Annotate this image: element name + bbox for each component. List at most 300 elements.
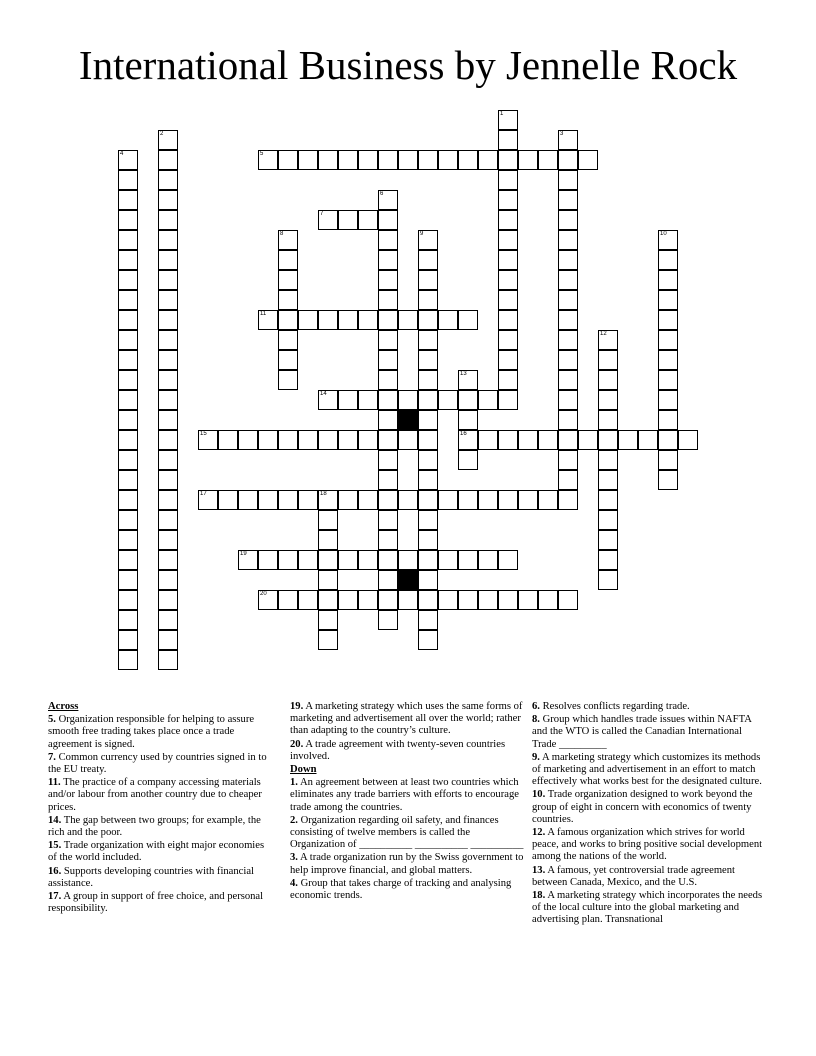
clue-down-2: 2. Organization regarding oil safety, and finances consisting of twelve members is called the Organization of __________ __________ __________ (290, 814, 524, 851)
grid-cell[interactable] (598, 430, 618, 450)
clue-number-label: 2 (160, 131, 164, 137)
clues-column-1 (48, 701, 274, 916)
grid-cell[interactable] (158, 130, 178, 150)
grid-cell[interactable] (438, 390, 458, 410)
grid-cell[interactable] (118, 270, 138, 290)
grid-cell[interactable] (478, 390, 498, 410)
grid-cell[interactable] (478, 550, 498, 570)
grid-cell[interactable] (558, 250, 578, 270)
grid-cell[interactable] (118, 470, 138, 490)
clue-across-20: 20. A trade agreement with twenty-seven countries involved. (290, 738, 506, 762)
clue-number-label: 14 (320, 391, 327, 397)
grid-cell[interactable] (318, 210, 338, 230)
grid-cell[interactable] (458, 310, 478, 330)
grid-cell[interactable] (658, 430, 678, 450)
grid-cell[interactable] (298, 550, 318, 570)
grid-cell[interactable] (338, 150, 358, 170)
grid-cell[interactable] (438, 490, 458, 510)
grid-cell[interactable] (498, 170, 518, 190)
grid-cell[interactable] (118, 650, 138, 670)
grid-cell[interactable] (258, 590, 278, 610)
grid-cell[interactable] (538, 490, 558, 510)
grid-cell[interactable] (238, 430, 258, 450)
grid-cell[interactable] (318, 430, 338, 450)
grid-cell[interactable] (398, 590, 418, 610)
grid-cell[interactable] (518, 430, 538, 450)
grid-cell[interactable] (418, 590, 438, 610)
grid-cell[interactable] (158, 570, 178, 590)
grid-cell[interactable] (498, 390, 518, 410)
grid-cell[interactable] (498, 270, 518, 290)
grid-cell[interactable] (498, 370, 518, 390)
grid-cell[interactable] (158, 190, 178, 210)
grid-cell[interactable] (658, 330, 678, 350)
grid-cell[interactable] (418, 330, 438, 350)
grid-cell[interactable] (458, 450, 478, 470)
grid-cell[interactable] (378, 250, 398, 270)
grid-cell[interactable] (378, 390, 398, 410)
grid-cell[interactable] (418, 550, 438, 570)
grid-cell[interactable] (558, 490, 578, 510)
grid-cell[interactable] (418, 530, 438, 550)
grid-cell[interactable] (118, 450, 138, 470)
clue-number-label: 17 (200, 491, 207, 497)
grid-cell[interactable] (558, 170, 578, 190)
grid-cell[interactable] (398, 310, 418, 330)
clue-number-label: 19 (240, 551, 247, 557)
clue-down-1: 1. An agreement between at least two countries which eliminates any trade barriers with efforts to encourage trade among the countries. (290, 777, 519, 813)
grid-cell[interactable] (598, 450, 618, 470)
grid-cell[interactable] (318, 530, 338, 550)
clue-number-label: 6 (380, 191, 384, 197)
grid-cell[interactable] (438, 590, 458, 610)
grid-cell[interactable] (658, 470, 678, 490)
grid-cell[interactable] (498, 250, 518, 270)
clue-number-label: 18 (320, 491, 327, 497)
grid-cell[interactable] (518, 150, 538, 170)
grid-cell[interactable] (378, 510, 398, 530)
grid-cell[interactable] (318, 630, 338, 650)
grid-cell[interactable] (378, 430, 398, 450)
clue-number-label: 12 (600, 331, 607, 337)
grid-cell[interactable] (158, 350, 178, 370)
clue-number-label: 20 (260, 591, 267, 597)
grid-cell[interactable] (498, 350, 518, 370)
clue-number-label: 11 (260, 311, 267, 317)
grid-cell[interactable] (258, 550, 278, 570)
grid-cell[interactable] (258, 310, 278, 330)
grid-cell[interactable] (118, 170, 138, 190)
grid-cell[interactable] (418, 510, 438, 530)
grid-cell[interactable] (318, 310, 338, 330)
grid-cell[interactable] (658, 350, 678, 370)
grid-cell[interactable] (358, 310, 378, 330)
grid-cell[interactable] (398, 550, 418, 570)
grid-cell[interactable] (158, 330, 178, 350)
grid-cell[interactable] (658, 450, 678, 470)
grid-cell[interactable] (118, 630, 138, 650)
grid-cell[interactable] (658, 310, 678, 330)
grid-cell[interactable] (118, 310, 138, 330)
grid-cell[interactable] (318, 590, 338, 610)
grid-cell[interactable] (118, 230, 138, 250)
grid-cell[interactable] (278, 430, 298, 450)
grid-cell[interactable] (418, 450, 438, 470)
clue-number-label: 13 (460, 371, 467, 377)
grid-cell[interactable] (458, 410, 478, 430)
grid-cell[interactable] (378, 230, 398, 250)
grid-cell[interactable] (118, 370, 138, 390)
grid-cell[interactable] (118, 330, 138, 350)
clue-down-9: 9. A marketing strategy which customizes its methods of marketing and advertisement in an effort to match effectively what works best for the designated culture. (532, 751, 762, 788)
grid-cell[interactable] (158, 210, 178, 230)
grid-cell[interactable] (658, 390, 678, 410)
grid-cell[interactable] (378, 330, 398, 350)
grid-cell[interactable] (318, 570, 338, 590)
grid-cell[interactable] (278, 310, 298, 330)
grid-cell[interactable] (118, 610, 138, 630)
grid-cell[interactable] (318, 490, 338, 510)
grid-cell[interactable] (558, 590, 578, 610)
grid-cell[interactable] (658, 250, 678, 270)
grid-cell[interactable] (498, 230, 518, 250)
grid-cell[interactable] (518, 490, 538, 510)
grid-cell[interactable] (118, 570, 138, 590)
grid-cell[interactable] (118, 250, 138, 270)
grid-cell[interactable] (278, 230, 298, 250)
grid-cell[interactable] (598, 510, 618, 530)
grid-cell[interactable] (218, 490, 238, 510)
clue-number-label: 16 (460, 431, 467, 437)
grid-cell[interactable] (538, 590, 558, 610)
grid-cell[interactable] (278, 250, 298, 270)
grid-cell[interactable] (538, 430, 558, 450)
grid-cell[interactable] (238, 550, 258, 570)
grid-cell[interactable] (478, 430, 498, 450)
grid-cell[interactable] (598, 390, 618, 410)
grid-cell[interactable] (198, 430, 218, 450)
grid-cell[interactable] (378, 470, 398, 490)
grid-cell[interactable] (338, 210, 358, 230)
grid-cell[interactable] (158, 290, 178, 310)
grid-cell[interactable] (598, 470, 618, 490)
clue-number-label: 3 (560, 131, 564, 137)
grid-cell[interactable] (558, 410, 578, 430)
grid-cell[interactable] (598, 350, 618, 370)
grid-cell[interactable] (418, 370, 438, 390)
across-heading: Across (48, 701, 79, 712)
grid-cell[interactable] (158, 490, 178, 510)
grid-cell[interactable] (158, 430, 178, 450)
grid-cell[interactable] (218, 430, 238, 450)
grid-cell[interactable] (298, 150, 318, 170)
grid-cell[interactable] (498, 490, 518, 510)
grid-cell[interactable] (158, 250, 178, 270)
grid-cell[interactable] (358, 590, 378, 610)
grid-cell[interactable] (438, 150, 458, 170)
grid-cell[interactable] (658, 370, 678, 390)
grid-cell[interactable] (318, 510, 338, 530)
grid-cell[interactable] (418, 630, 438, 650)
grid-cell[interactable] (458, 590, 478, 610)
grid-cell[interactable] (198, 490, 218, 510)
grid-cell[interactable] (118, 210, 138, 230)
grid-cell[interactable] (278, 550, 298, 570)
grid-cell[interactable] (298, 310, 318, 330)
grid-cell[interactable] (358, 150, 378, 170)
clue-down-18: 18. A marketing strategy which incorporates the needs of the local culture into the global marketing and advertising plan. Transnational (532, 890, 763, 926)
grid-cell[interactable] (498, 150, 518, 170)
clue-across-14: 14. The gap between two groups; for example, the rich and the poor. (48, 814, 261, 839)
grid-cell[interactable] (158, 510, 178, 530)
clue-across-16: 16. Supports developing countries with financial assistance. (48, 865, 254, 889)
grid-cell[interactable] (378, 550, 398, 570)
clue-across-15: 15. Trade organization with eight major economies of the world included. (48, 840, 265, 864)
grid-cell[interactable] (118, 150, 138, 170)
grid-cell[interactable] (278, 590, 298, 610)
grid-cell[interactable] (418, 290, 438, 310)
grid-cell[interactable] (278, 290, 298, 310)
grid-cell[interactable] (418, 490, 438, 510)
grid-cell[interactable] (158, 470, 178, 490)
grid-cell[interactable] (118, 290, 138, 310)
grid-cell[interactable] (158, 370, 178, 390)
grid-cell[interactable] (458, 390, 478, 410)
grid-cell[interactable] (378, 530, 398, 550)
grid-cell[interactable] (358, 390, 378, 410)
grid-cell[interactable] (338, 310, 358, 330)
grid-cell[interactable] (618, 430, 638, 450)
grid-cell[interactable] (418, 350, 438, 370)
grid-cell[interactable] (658, 270, 678, 290)
grid-cell[interactable] (598, 490, 618, 510)
grid-cell[interactable] (358, 210, 378, 230)
clue-across-5: 5. Organization responsible for helping to assure smooth free trading takes place once a trade agreement is signed. (48, 714, 255, 750)
grid-cell[interactable] (418, 390, 438, 410)
grid-cell[interactable] (158, 390, 178, 410)
clue-across-11: 11. The practice of a company accessing materials and/or labour from another country due to cheaper prices. (48, 777, 262, 813)
grid-cell[interactable] (558, 370, 578, 390)
clue-number-label: 8 (280, 231, 284, 237)
grid-cell[interactable] (598, 550, 618, 570)
grid-cell[interactable] (678, 430, 698, 450)
grid-cell[interactable] (558, 270, 578, 290)
grid-cell[interactable] (258, 490, 278, 510)
grid-cell[interactable] (498, 130, 518, 150)
grid-cell[interactable] (558, 190, 578, 210)
grid-cell[interactable] (558, 210, 578, 230)
grid-cell[interactable] (118, 590, 138, 610)
grid-cell[interactable] (318, 610, 338, 630)
grid-cell[interactable] (418, 430, 438, 450)
grid-cell[interactable] (318, 150, 338, 170)
grid-cell[interactable] (118, 550, 138, 570)
clue-down-13: 13. A famous, yet controversial trade agreement between Canada, Mexico, and the U.S. (532, 864, 735, 888)
grid-cell[interactable] (158, 150, 178, 170)
clue-number-label: 5 (260, 151, 264, 157)
grid-cell[interactable] (658, 290, 678, 310)
grid-cell[interactable] (258, 430, 278, 450)
grid-cell[interactable] (318, 550, 338, 570)
grid-cell[interactable] (418, 410, 438, 430)
grid-cell[interactable] (258, 150, 278, 170)
grid-cell[interactable] (418, 610, 438, 630)
grid-cell[interactable] (558, 330, 578, 350)
grid-cell[interactable] (338, 390, 358, 410)
grid-cell[interactable] (558, 470, 578, 490)
grid-cell[interactable] (158, 550, 178, 570)
grid-cell[interactable] (338, 490, 358, 510)
grid-cell[interactable] (378, 270, 398, 290)
grid-cell[interactable] (378, 450, 398, 470)
grid-cell[interactable] (318, 390, 338, 410)
clue-down-4: 4. Group that takes charge of tracking and analysing economic trends. (290, 877, 512, 902)
clue-number-label: 15 (200, 431, 207, 437)
grid-cell[interactable] (378, 190, 398, 210)
grid-cell[interactable] (378, 370, 398, 390)
grid-cell[interactable] (158, 650, 178, 670)
grid-cell[interactable] (478, 590, 498, 610)
grid-cell[interactable] (398, 390, 418, 410)
grid-cell[interactable] (558, 390, 578, 410)
grid-cell[interactable] (278, 270, 298, 290)
grid-cell[interactable] (558, 130, 578, 150)
grid-cell[interactable] (418, 270, 438, 290)
grid-cell[interactable] (478, 490, 498, 510)
grid-cell[interactable] (278, 490, 298, 510)
grid-cell[interactable] (158, 590, 178, 610)
grid-cell[interactable] (558, 150, 578, 170)
grid-cell[interactable] (498, 110, 518, 130)
grid-cell[interactable] (398, 430, 418, 450)
grid-cell[interactable] (558, 350, 578, 370)
grid-cell[interactable] (598, 370, 618, 390)
clue-number-label: 4 (120, 151, 124, 157)
grid-cell[interactable] (558, 230, 578, 250)
grid-cell[interactable] (498, 590, 518, 610)
grid-cell[interactable] (298, 430, 318, 450)
grid-cell[interactable] (118, 190, 138, 210)
grid-cell[interactable] (658, 410, 678, 430)
grid-cell[interactable] (438, 310, 458, 330)
grid-cell[interactable] (658, 230, 678, 250)
grid-cell[interactable] (418, 250, 438, 270)
grid-cell[interactable] (158, 450, 178, 470)
grid-cell[interactable] (158, 230, 178, 250)
grid-cell[interactable] (578, 150, 598, 170)
grid-cell[interactable] (118, 350, 138, 370)
grid-cell[interactable] (498, 210, 518, 230)
grid-cell[interactable] (378, 610, 398, 630)
grid-cell[interactable] (558, 430, 578, 450)
grid-cell[interactable] (118, 490, 138, 510)
grid-cell[interactable] (298, 490, 318, 510)
grid-cell[interactable] (558, 290, 578, 310)
grid-cell[interactable] (158, 170, 178, 190)
grid-cell[interactable] (278, 350, 298, 370)
grid-cell[interactable] (378, 310, 398, 330)
grid-cell[interactable] (438, 550, 458, 570)
grid-cell[interactable] (378, 490, 398, 510)
grid-cell[interactable] (558, 310, 578, 330)
grid-cell[interactable] (378, 570, 398, 590)
grid-cell[interactable] (458, 550, 478, 570)
grid-cell[interactable] (598, 570, 618, 590)
grid-cell[interactable] (518, 590, 538, 610)
grid-cell[interactable] (418, 150, 438, 170)
grid-cell[interactable] (498, 190, 518, 210)
grid-cell[interactable] (418, 570, 438, 590)
grid-cell[interactable] (418, 310, 438, 330)
clue-number-label: 7 (320, 211, 324, 217)
grid-cell[interactable] (378, 290, 398, 310)
grid-cell[interactable] (498, 310, 518, 330)
grid-cell[interactable] (338, 550, 358, 570)
grid-cell[interactable] (478, 150, 498, 170)
grid-cell[interactable] (158, 610, 178, 630)
grid-cell[interactable] (498, 330, 518, 350)
grid-cell[interactable] (118, 410, 138, 430)
grid-cell[interactable] (358, 550, 378, 570)
grid-cell[interactable] (378, 410, 398, 430)
puzzle-title: International Business by Jennelle Rock (78, 42, 738, 88)
grid-cell[interactable] (278, 370, 298, 390)
grid-cell[interactable] (378, 210, 398, 230)
grid-cell[interactable] (158, 270, 178, 290)
grid-cell[interactable] (118, 430, 138, 450)
grid-cell[interactable] (498, 290, 518, 310)
down-heading: Down (290, 764, 317, 776)
clue-across-7: 7. Common currency used by countries signed in to the EU treaty. (48, 751, 267, 776)
grid-cell[interactable] (158, 410, 178, 430)
grid-cell[interactable] (378, 150, 398, 170)
grid-cell[interactable] (598, 410, 618, 430)
grid-cell[interactable] (158, 530, 178, 550)
grid-cell[interactable] (238, 490, 258, 510)
grid-cell[interactable] (118, 530, 138, 550)
grid-cell[interactable] (158, 630, 178, 650)
grid-cell[interactable] (398, 490, 418, 510)
grid-cell[interactable] (498, 550, 518, 570)
grid-cell[interactable] (418, 230, 438, 250)
grid-cell[interactable] (418, 470, 438, 490)
grid-cell[interactable] (458, 370, 478, 390)
grid-cell[interactable] (358, 430, 378, 450)
grid-cell[interactable] (118, 390, 138, 410)
grid-cell[interactable] (378, 590, 398, 610)
grid-cell[interactable] (598, 530, 618, 550)
grid-cell[interactable] (458, 490, 478, 510)
grid-cell[interactable] (558, 450, 578, 470)
grid-cell[interactable] (638, 430, 658, 450)
grid-cell[interactable] (398, 150, 418, 170)
grid-cell[interactable] (358, 490, 378, 510)
grid-cell[interactable] (278, 150, 298, 170)
grid-cell[interactable] (538, 150, 558, 170)
grid-cell[interactable] (158, 310, 178, 330)
grid-cell[interactable] (578, 430, 598, 450)
grid-cell[interactable] (338, 590, 358, 610)
grid-cell[interactable] (378, 350, 398, 370)
grid-cell[interactable] (298, 590, 318, 610)
grid-cell[interactable] (598, 330, 618, 350)
grid-cell[interactable] (458, 150, 478, 170)
grid-cell[interactable] (118, 510, 138, 530)
grid-cell[interactable] (458, 430, 478, 450)
grid-cell[interactable] (338, 430, 358, 450)
grid-cell[interactable] (498, 430, 518, 450)
grid-cell[interactable] (278, 330, 298, 350)
